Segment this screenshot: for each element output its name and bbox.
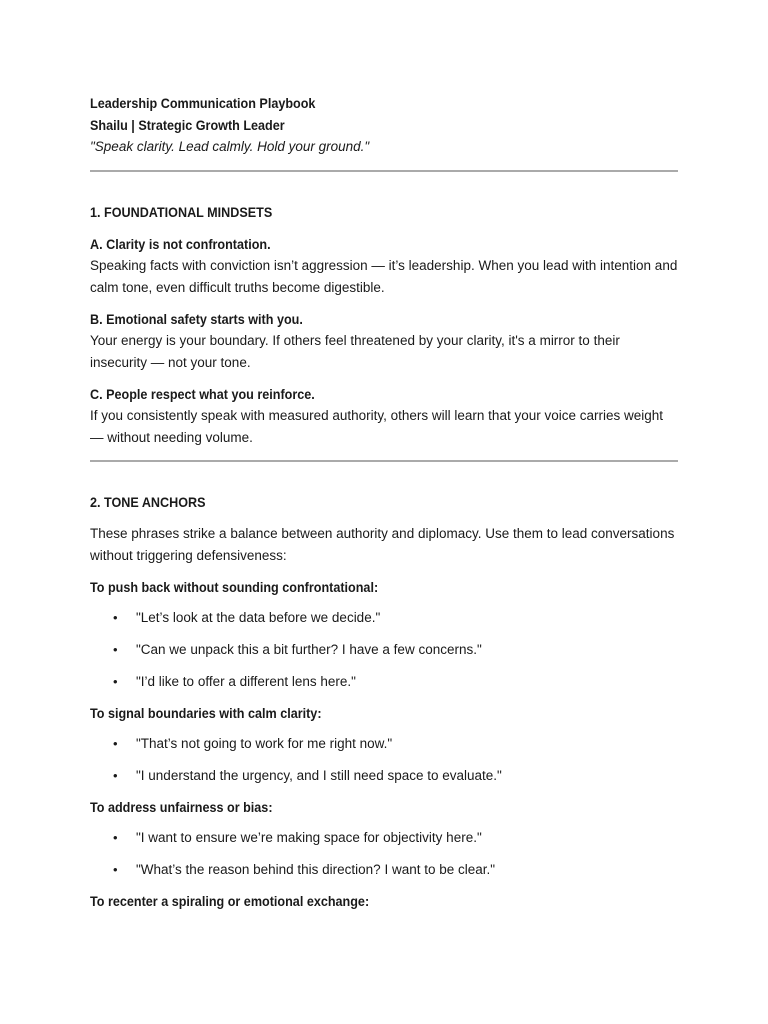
- list-item: [90, 607, 678, 629]
- list-item-text: "Can we unpack this a bit further? I have a few concerns.": [136, 642, 482, 657]
- list-item-text: "I’d like to offer a different lens here.": [136, 674, 356, 689]
- document-title: Leadership Communication Playbook: [90, 95, 316, 111]
- tone-anchors-intro: These phrases strike a balance between authority and diplomacy. Use them to lead conversations without triggering defensiveness:: [90, 526, 675, 563]
- section-heading-tone-anchors: 2. TONE ANCHORS: [90, 494, 206, 510]
- bullet-icon: •: [113, 642, 118, 657]
- list-item-text: "What’s the reason behind this direction? I want to be clear.": [136, 862, 496, 877]
- horizontal-divider: [90, 460, 678, 462]
- document-content: [90, 92, 678, 911]
- list-item: [90, 671, 678, 693]
- bullet-icon: •: [113, 736, 118, 751]
- bullet-icon: •: [113, 674, 118, 689]
- list-item-text: "Let’s look at the data before we decide.": [136, 610, 381, 625]
- list-item: [90, 827, 678, 849]
- group-boundaries-list: [90, 733, 678, 787]
- mindset-b-body: Your energy is your boundary. If others feel threatened by your clarity, it's a mirror to their insecurity — not your tone.: [90, 333, 620, 370]
- group-boundaries-title: To signal boundaries with calm clarity:: [90, 705, 322, 721]
- bullet-icon: •: [113, 768, 118, 783]
- mindset-b-title: B. Emotional safety starts with you.: [90, 311, 303, 327]
- list-item-text: "I understand the urgency, and I still need space to evaluate.": [136, 768, 502, 783]
- group-unfairness-title: To address unfairness or bias:: [90, 799, 273, 815]
- group-push-back-list: [90, 607, 678, 693]
- list-item-text: "That’s not going to work for me right now.": [136, 736, 393, 751]
- bullet-icon: •: [113, 862, 118, 877]
- mindset-a-body: Speaking facts with conviction isn’t aggression — it’s leadership. When you lead with intention and calm tone, even difficult truths become digestible.: [90, 258, 678, 295]
- mindset-c-body: If you consistently speak with measured authority, others will learn that your voice carries weight — without needing volume.: [90, 408, 664, 445]
- document-tagline: "Speak clarity. Lead calmly. Hold your ground.": [90, 139, 370, 154]
- bullet-icon: •: [113, 610, 118, 625]
- mindset-c-title: C. People respect what you reinforce.: [90, 386, 315, 402]
- section-heading-foundational-mindsets: 1. FOUNDATIONAL MINDSETS: [90, 204, 273, 220]
- list-item: [90, 859, 678, 881]
- list-item-text: "I want to ensure we’re making space for objectivity here.": [136, 830, 482, 845]
- group-unfairness-list: [90, 827, 678, 881]
- list-item: [90, 733, 678, 755]
- mindset-a-title: A. Clarity is not confrontation.: [90, 236, 271, 252]
- group-push-back-title: To push back without sounding confrontational:: [90, 579, 379, 595]
- group-recenter-title: To recenter a spiraling or emotional exchange:: [90, 893, 370, 909]
- bullet-icon: •: [113, 830, 118, 845]
- document-subtitle: Shailu | Strategic Growth Leader: [90, 117, 285, 133]
- horizontal-divider: [90, 170, 678, 172]
- list-item: [90, 765, 678, 787]
- list-item: [90, 639, 678, 661]
